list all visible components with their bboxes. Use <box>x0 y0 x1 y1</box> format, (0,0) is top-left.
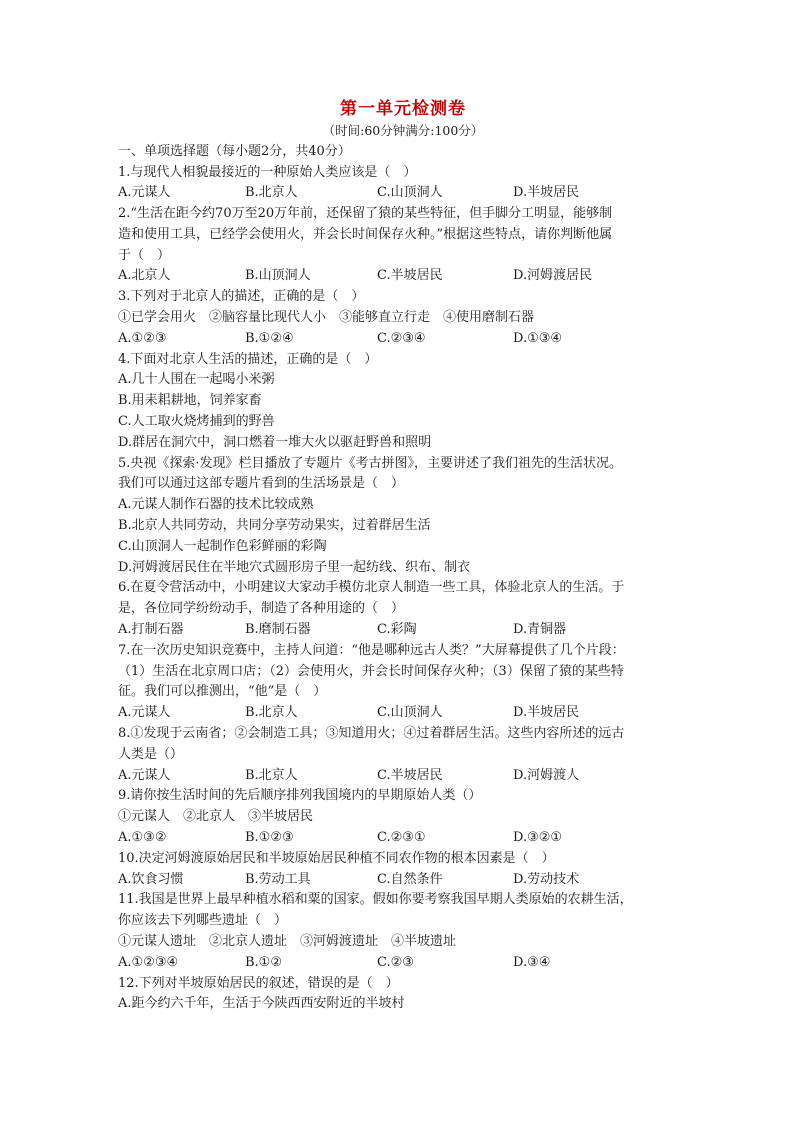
answer-option-B[interactable]: B.北京人 <box>245 185 298 201</box>
answer-option-D[interactable]: D.河姆渡居民 <box>513 268 593 284</box>
question-stem-line: 10.决定河姆渡原始居民和半坡原始居民种植不同农作物的根本因素是（ ） <box>118 850 555 866</box>
question-statement: ①元谋人遗址 ②北京人遗址 ③河姆渡遗址 ④半坡遗址 <box>118 933 457 949</box>
answer-options <box>118 953 688 974</box>
answer-option-B[interactable]: B.①② <box>245 954 282 970</box>
question-stem-line: 于（ ） <box>118 247 171 263</box>
answer-options <box>118 620 688 641</box>
question-stem-line: 7.在一次历史知识竞赛中，主持人问道：“他是哪种远古人类？”大屏幕提供了几个片段： <box>118 642 625 658</box>
question-12 <box>118 974 688 1016</box>
question-stem-line: 6.在夏令营活动中，小明建议大家动手模仿北京人制造一些工具，体验北京人的生活。于 <box>118 580 625 596</box>
answer-options <box>118 183 688 204</box>
answer-option-C[interactable]: C.半坡居民 <box>377 767 443 783</box>
question-stem-line: 11.我国是世界上最早种植水稻和粟的国家。假如你要考察我国早期人类原始的农耕生活， <box>118 892 633 908</box>
answer-option-A[interactable]: A.①②③ <box>118 330 167 346</box>
answer-option-B[interactable]: B.北京人 <box>245 705 298 721</box>
exam-page <box>118 97 688 1015</box>
question-7 <box>118 641 688 724</box>
answer-options <box>118 703 688 724</box>
question-10 <box>118 849 688 891</box>
question-stem-line: 3.下列对于北京人的描述，正确的是（ ） <box>118 289 365 305</box>
question-4 <box>118 350 688 454</box>
answer-option-C[interactable]: C.②③① <box>377 830 426 845</box>
answer-option-C[interactable]: C.彩陶 <box>377 622 417 638</box>
question-stem-line: 你应该去下列哪些遗址（ ） <box>118 913 288 929</box>
question-stem-line: 5.央视《探索·发现》栏目播放了专题片《考古拼图》，主要讲述了我们祖先的生活状况。 <box>118 455 623 471</box>
question-6 <box>118 578 688 640</box>
answer-option-D[interactable]: D.半坡居民 <box>513 185 580 201</box>
answer-option-C[interactable]: C.半坡居民 <box>377 268 443 284</box>
answer-option-C[interactable]: C.山顶洞人 <box>377 705 443 721</box>
question-8 <box>118 724 688 786</box>
answer-option-A[interactable]: A.打制石器 <box>118 622 184 638</box>
question-statement: ①元谋人 ②北京人 ③半坡居民 <box>118 809 314 825</box>
answer-option-A[interactable]: A.元谋人 <box>118 767 171 783</box>
answer-option-D[interactable]: D.劳动技术 <box>513 871 580 887</box>
answer-option-A[interactable]: A.元谋人 <box>118 185 171 201</box>
answer-option-A[interactable]: A.北京人 <box>118 268 171 284</box>
question-statement: C.人工取火烧烤捕到的野兽 <box>118 414 275 430</box>
question-stem-line: 是，各位同学纷纷动手，制造了各种用途的（ ） <box>118 601 405 617</box>
answer-option-C[interactable]: C.山顶洞人 <box>377 185 443 201</box>
answer-option-D[interactable]: D.半坡居民 <box>513 705 580 721</box>
question-statement: C.山顶洞人一起制作色彩鲜丽的彩陶 <box>118 538 327 554</box>
question-stem-line: 造和使用工具，已经学会使用火，并会长时间保存火种。”根据这些特点，请你判断他属 <box>118 226 613 242</box>
answer-option-C[interactable]: C.②③④ <box>377 330 426 346</box>
question-statement: A.元谋人制作石器的技术比较成熟 <box>118 497 314 513</box>
question-1 <box>118 163 688 205</box>
answer-options <box>118 766 688 787</box>
answer-option-B[interactable]: B.磨制石器 <box>245 622 311 638</box>
answer-options <box>118 329 688 350</box>
question-list <box>118 163 688 1016</box>
page-subtitle: （时间:60分钟满分:100分） <box>322 123 484 138</box>
question-statement: D.群居在洞穴中，洞口燃着一堆大火以驱赶野兽和照明 <box>118 434 432 450</box>
question-statement: A.距今约六千年，生活于今陕西西安附近的半坡村 <box>118 996 405 1012</box>
answer-option-B[interactable]: B.劳动工具 <box>245 871 311 887</box>
page-title: 第一单元检测卷 <box>340 99 466 119</box>
answer-option-A[interactable]: A.元谋人 <box>118 705 171 721</box>
question-statement: D.河姆渡居民住在半地穴式圆形房子里一起纺线、织布、制衣 <box>118 559 471 575</box>
question-statement: ①已学会用火 ②脑容量比现代人小 ③能够直立行走 ④使用磨制石器 <box>118 310 535 326</box>
question-statement: B.用耒耜耕地，饲养家畜 <box>118 393 262 409</box>
answer-option-B[interactable]: B.山顶洞人 <box>245 268 311 284</box>
answer-options <box>118 870 688 891</box>
question-11 <box>118 890 688 973</box>
answer-options <box>118 266 688 287</box>
answer-option-A[interactable]: A.①③② <box>118 830 167 845</box>
answer-option-C[interactable]: C.自然条件 <box>377 871 443 887</box>
answer-option-A[interactable]: A.饮食习惯 <box>118 871 184 887</box>
answer-option-D[interactable]: D.③④ <box>513 954 551 970</box>
question-stem-line: 12.下列对半坡原始居民的叙述，错误的是（ ） <box>118 975 399 991</box>
question-stem-line: 1.与现代人相貌最接近的一种原始人类应该是（ ） <box>118 164 417 180</box>
answer-option-B[interactable]: B.①②④ <box>245 330 294 346</box>
answer-option-A[interactable]: A.①②③④ <box>118 954 179 970</box>
question-stem-line: 人类是（） <box>118 746 184 762</box>
question-2 <box>118 204 688 287</box>
question-stem-line: 9.请你按生活时间的先后顺序排列我国境内的早期原始人类（） <box>118 788 482 804</box>
question-3 <box>118 287 688 349</box>
answer-option-B[interactable]: B.北京人 <box>245 767 298 783</box>
question-statement: A.几十人围在一起喝小米粥 <box>118 372 275 388</box>
question-statement: B.北京人共同劳动，共同分享劳动果实，过着群居生活 <box>118 518 431 534</box>
question-stem-line: 8.①发现于云南省；②会制造工具；③知道用火；④过着群居生活。这些内容所述的远古 <box>118 726 625 742</box>
answer-option-C[interactable]: C.②③ <box>377 954 414 970</box>
section-heading: 一、单项选择题（每小题2分，共40分） <box>118 144 351 159</box>
answer-option-D[interactable]: D.③②① <box>513 830 563 845</box>
answer-options <box>118 828 688 849</box>
answer-option-D[interactable]: D.河姆渡人 <box>513 767 580 783</box>
answer-option-D[interactable]: D.青铜器 <box>513 622 567 638</box>
question-stem-line: 2.“生活在距今约70万至20万年前，还保留了猿的某些特征，但手脚分工明显，能够制 <box>118 206 613 222</box>
question-stem-line: 征。我们可以推测出，“他”是（ ） <box>118 684 327 700</box>
question-stem-line: （1）生活在北京周口店；（2）会使用火，并会长时间保存火种；（3）保留了猿的某些特 <box>118 663 624 679</box>
answer-option-B[interactable]: B.①②③ <box>245 830 294 845</box>
answer-option-D[interactable]: D.①③④ <box>513 330 563 346</box>
question-5 <box>118 454 688 579</box>
question-stem-line: 4.下面对北京人生活的描述，正确的是（ ） <box>118 351 378 367</box>
question-stem-line: 我们可以通过这部专题片看到的生活场景是（ ） <box>118 476 405 492</box>
question-9 <box>118 786 688 848</box>
